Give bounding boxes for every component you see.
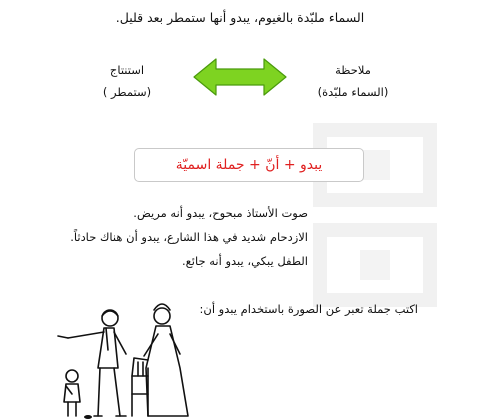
example-sentence: الطفل يبكي، يبدو أنه جائع. [181, 254, 308, 268]
observation-title: ملاحظة [335, 63, 371, 77]
rule-box: يبدو + أنّ + جملة اسميّة [134, 148, 364, 182]
observation-value: (السماء ملبّدة) [317, 85, 389, 99]
conclusion-title: استنتاج [109, 63, 145, 77]
conclusion-value: (ستمطر ) [102, 85, 152, 99]
example-sentence: الازدحام شديد في هذا الشارع، يبدو أن هناك حادثاً. [70, 230, 308, 244]
top-sentence: السماء ملبّدة بالغيوم، يبدو أنها ستمطر بعد قليل. [115, 10, 365, 25]
family-scene-illustration [48, 298, 208, 420]
example-sentence: صوت الأستاذ مبحوح، يبدو أنه مريض. [133, 206, 308, 220]
double-headed-arrow-icon [192, 57, 288, 97]
task-prompt: اكتب جملة تعبر عن الصورة باستخدام يبدو أن: [199, 302, 418, 316]
watermark-logo [300, 110, 460, 320]
